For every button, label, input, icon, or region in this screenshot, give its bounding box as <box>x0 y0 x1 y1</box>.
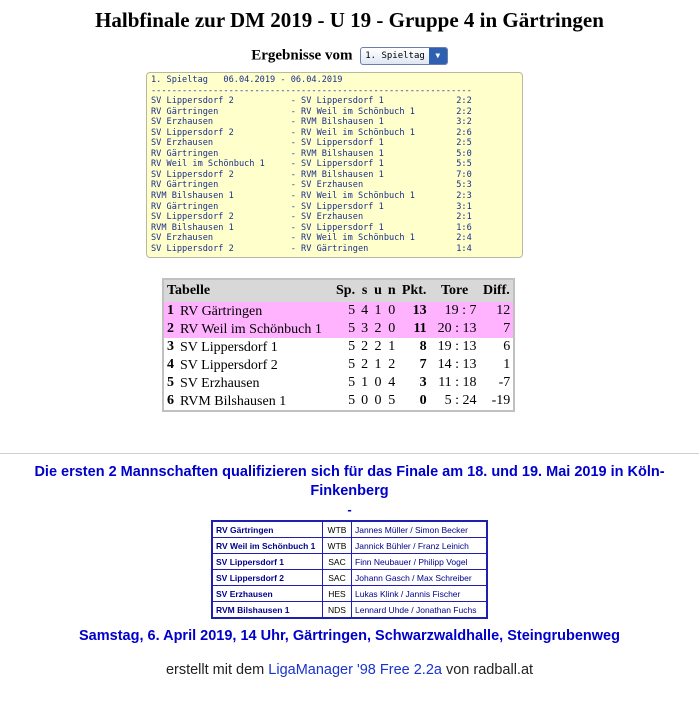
team-row <box>212 521 487 538</box>
goals-cell: 20 : 13 <box>430 320 480 338</box>
wins-cell: 4 <box>358 302 371 320</box>
col-header-n: n <box>385 279 399 302</box>
col-header-diff: Diff. <box>480 279 515 302</box>
diff-cell: 6 <box>503 339 511 354</box>
standings-row <box>163 356 514 374</box>
ligamanager-link[interactable]: LigaManager '98 Free 2.2a <box>268 662 442 678</box>
match-result-line: RV Gärtringen - SV Lippersdorf 1 3:1 <box>151 201 472 212</box>
points-cell: 13 <box>399 302 430 320</box>
match-result-line: SV Erzhausen - SV Lippersdorf 1 2:5 <box>151 138 472 149</box>
team-cell: RV Weil im Schönbuch 1 <box>177 320 333 338</box>
points-cell: 0 <box>419 393 427 408</box>
team-row <box>212 586 487 602</box>
team-cell: SV Lippersdorf 2 <box>180 357 278 373</box>
association-cell: SAC <box>323 570 352 586</box>
association-cell: SAC <box>323 554 352 570</box>
event-info: Samstag, 6. April 2019, 14 Uhr, Gärtringen, Schwarzwaldhalle, Steingrubenweg <box>79 628 620 644</box>
draws-cell: 0 <box>374 393 382 408</box>
match-result-line: RVM Bilshausen 1 - SV Lippersdorf 1 1:6 <box>151 222 472 233</box>
team-cell: RV Gärtringen <box>177 302 333 320</box>
diff-cell: 7 <box>480 320 515 338</box>
standings-row <box>163 392 514 411</box>
team-name-cell: RV Weil im Schönbuch 1 <box>212 538 323 554</box>
results-header-line: 1. Spieltag 06.04.2019 - 06.04.2019 <box>151 75 343 85</box>
points-cell: 11 <box>399 320 430 338</box>
diff-cell: 12 <box>480 302 515 320</box>
match-result-line: SV Lippersdorf 2 - RVM Bilshausen 1 7:0 <box>151 169 472 180</box>
col-header-tabelle: Tabelle <box>163 279 333 302</box>
wins-cell: 3 <box>358 320 371 338</box>
rank-cell: 3 <box>167 339 174 354</box>
team-cell: RVM Bilshausen 1 <box>180 393 287 409</box>
draws-cell: 1 <box>371 302 385 320</box>
games-cell: 5 <box>348 393 356 408</box>
losses-cell: 1 <box>388 339 396 354</box>
points-cell: 7 <box>419 357 427 372</box>
match-result-line: RV Gärtringen - RV Weil im Schönbuch 1 2:2 <box>151 106 472 117</box>
rank-cell: 2 <box>163 320 177 338</box>
goals-cell: 5 : 24 <box>444 393 477 408</box>
goals-cell: 19 : 13 <box>437 339 477 354</box>
goals-cell: 11 : 18 <box>438 375 477 390</box>
credit-prefix: erstellt mit dem <box>165 662 265 678</box>
results-list <box>146 72 523 258</box>
wins-cell: 2 <box>361 357 369 372</box>
players-cell: Finn Neubauer / Philipp Vogel <box>352 554 488 570</box>
matchday-select[interactable] <box>360 47 448 65</box>
games-cell: 5 <box>348 339 356 354</box>
match-result-line: RVM Bilshausen 1 - RV Weil im Schönbuch 1 2:3 <box>151 191 472 202</box>
standings-row <box>163 338 514 356</box>
col-header-sp: Sp. <box>333 279 358 302</box>
association-cell: NDS <box>323 602 352 619</box>
match-result-line: SV Lippersdorf 2 - RV Gärtringen 1:4 <box>151 243 472 254</box>
team-cell: SV Lippersdorf 1 <box>180 339 278 355</box>
rank-cell: 1 <box>163 302 177 320</box>
team-name-cell: SV Erzhausen <box>212 586 323 602</box>
draws-cell: 2 <box>374 339 382 354</box>
rank-cell: 5 <box>167 375 174 390</box>
games-cell: 5 <box>348 375 356 390</box>
col-header-u: u <box>371 279 385 302</box>
losses-cell: 5 <box>388 393 396 408</box>
team-name-cell: RV Gärtringen <box>212 521 323 538</box>
results-selector-row <box>0 47 699 65</box>
draws-cell: 1 <box>374 357 382 372</box>
diff-cell: 1 <box>503 357 511 372</box>
match-result-line: RV Gärtringen - SV Erzhausen 5:3 <box>151 180 472 191</box>
wins-cell: 2 <box>361 339 369 354</box>
match-result-line: SV Erzhausen - RVM Bilshausen 1 3:2 <box>151 117 472 128</box>
goals-cell: 14 : 13 <box>437 357 477 372</box>
games-cell: 5 <box>333 302 358 320</box>
match-result-line: SV Lippersdorf 2 - SV Erzhausen 2:1 <box>151 212 472 223</box>
players-cell: Johann Gasch / Max Schreiber <box>352 570 488 586</box>
team-cell: SV Erzhausen <box>180 375 260 391</box>
losses-cell: 2 <box>388 357 396 372</box>
results-label: Ergebnisse vom <box>251 47 353 64</box>
team-name-cell: RVM Bilshausen 1 <box>212 602 323 619</box>
col-header-s: s <box>358 279 371 302</box>
draws-cell: 0 <box>374 375 382 390</box>
games-cell: 5 <box>348 357 356 372</box>
chevron-down-icon[interactable]: ▼ <box>429 48 447 64</box>
match-result-line: RV Gärtringen - RVM Bilshausen 1 5:0 <box>151 148 472 159</box>
players-cell: Jannick Bühler / Franz Leinich <box>352 538 488 554</box>
wins-cell: 1 <box>361 375 369 390</box>
col-header-pkt: Pkt. <box>399 279 430 302</box>
losses-cell: 0 <box>385 302 399 320</box>
match-result-line: RV Weil im Schönbuch 1 - SV Lippersdorf 1 5:5 <box>151 159 472 170</box>
match-result-line: SV Lippersdorf 2 - SV Lippersdorf 1 2:2 <box>151 96 472 107</box>
goals-cell: 19 : 7 <box>430 302 480 320</box>
team-row <box>212 538 487 554</box>
association-cell: WTB <box>323 521 352 538</box>
matchday-select-value: 1. Spieltag <box>365 51 425 61</box>
team-name-cell: SV Lippersdorf 2 <box>212 570 323 586</box>
draws-cell: 2 <box>371 320 385 338</box>
divider <box>0 453 699 454</box>
separator-dash: - <box>347 502 352 517</box>
players-cell: Lennard Uhde / Jonathan Fuchs <box>352 602 488 619</box>
results-rule-line: -------------------------------------------------------------- <box>151 85 472 96</box>
diff-cell: -19 <box>491 393 511 408</box>
col-header-tore: Tore <box>430 279 480 302</box>
credit-line <box>0 662 699 678</box>
team-row <box>212 602 487 619</box>
standings-row <box>163 374 514 392</box>
credit-suffix: von radball.at <box>445 662 534 678</box>
standings-table <box>162 278 515 412</box>
team-row <box>212 554 487 570</box>
rank-cell: 6 <box>167 393 174 408</box>
qualification-note: Die ersten 2 Mannschaften qualifizieren sich für das Finale am 18. und 19. Mai 2019 in Köln-Finkenberg <box>34 464 665 499</box>
players-cell: Jannes Müller / Simon Becker <box>352 521 488 538</box>
association-cell: WTB <box>323 538 352 554</box>
standings-header-row <box>163 279 514 302</box>
points-cell: 3 <box>419 375 427 390</box>
games-cell: 5 <box>333 320 358 338</box>
wins-cell: 0 <box>361 393 369 408</box>
losses-cell: 0 <box>385 320 399 338</box>
diff-cell: -7 <box>498 375 511 390</box>
teams-table <box>211 520 488 619</box>
team-row <box>212 570 487 586</box>
players-cell: Lukas Klink / Jannis Fischer <box>352 586 488 602</box>
points-cell: 8 <box>419 339 427 354</box>
association-cell: HES <box>323 586 352 602</box>
losses-cell: 4 <box>388 375 396 390</box>
page-title: Halbfinale zur DM 2019 - U 19 - Gruppe 4 in Gärtringen <box>95 8 604 32</box>
standings-row <box>163 302 514 320</box>
standings-row <box>163 320 514 338</box>
team-name-cell: SV Lippersdorf 1 <box>212 554 323 570</box>
match-result-line: SV Erzhausen - RV Weil im Schönbuch 1 2:4 <box>151 233 472 244</box>
rank-cell: 4 <box>167 357 174 372</box>
match-result-line: SV Lippersdorf 2 - RV Weil im Schönbuch 1 2:6 <box>151 127 472 138</box>
